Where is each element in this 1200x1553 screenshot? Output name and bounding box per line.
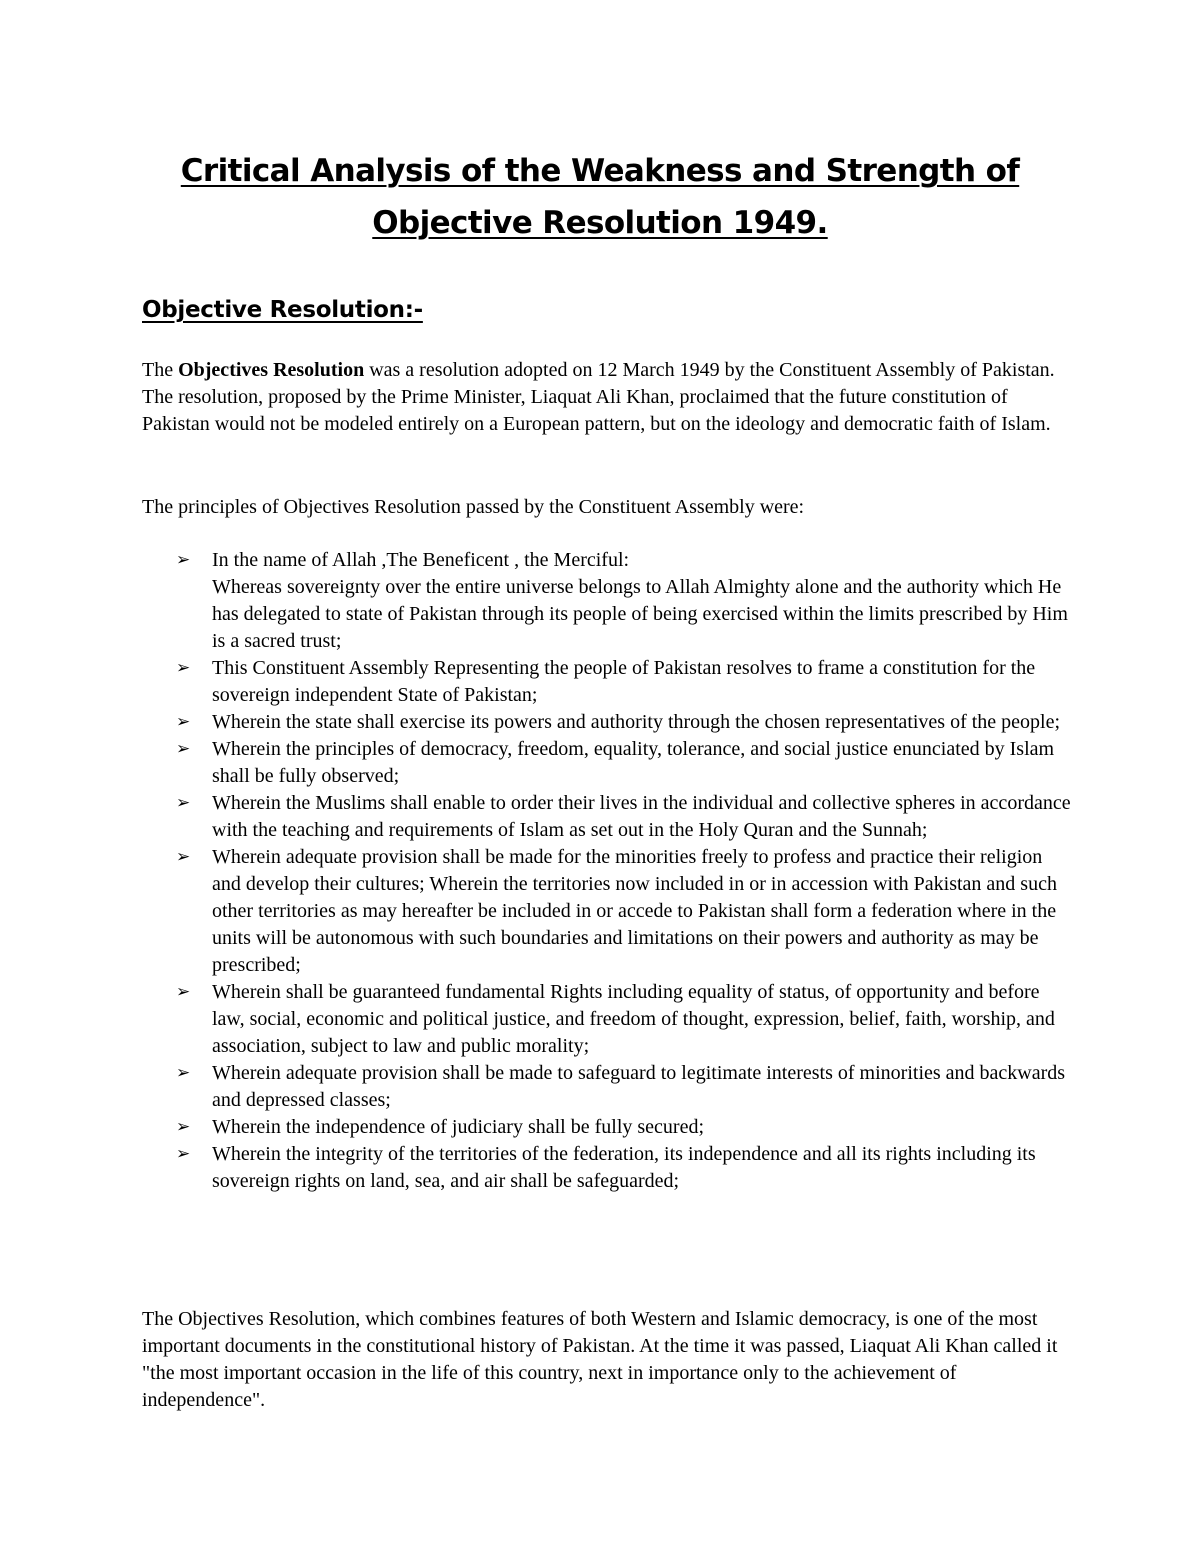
list-item-text: Wherein the integrity of the territories of the federation, its independence and all its rights including its sovereign rights on land, sea, and air shall be safeguarded; [212,1143,1036,1192]
arrowhead-bullet-icon: ➢ [176,739,191,759]
intro-pre: The [142,359,179,381]
document-title [100,145,1100,249]
arrowhead-bullet-icon: ➢ [176,793,191,813]
list-item [142,736,1072,790]
list-item [142,1114,1072,1141]
principles-intro: The principles of Objectives Resolution passed by the Constituent Assembly were: [142,496,805,518]
list-item-text: Wherein the state shall exercise its powers and authority through the chosen representatives of the people; [212,711,1061,733]
title-line-2: Objective Resolution 1949. [372,205,828,241]
list-item-text: Wherein the principles of democracy, freedom, equality, tolerance, and social justice enunciated by Islam shall be fully observed; [212,738,1055,787]
list-item-text: Whereas sovereignty over the entire universe belongs to Allah Almighty alone and the authority which He has delegated to state of Pakistan through its people of being exercised within the limits prescribed by Him is a sacred trust; [212,576,1068,652]
principles-list [142,547,1072,1195]
list-item [142,979,1072,1060]
list-item [142,547,1072,655]
arrowhead-bullet-icon: ➢ [176,847,191,867]
list-item-text: Wherein the Muslims shall enable to order their lives in the individual and collective spheres in accordance with the teaching and requirements of Islam as set out in the Holy Quran and the Sunnah; [212,792,1071,841]
arrowhead-bullet-icon: ➢ [176,1117,191,1137]
title-line-1: Critical Analysis of the Weakness and Strength of [180,153,1020,189]
intro-bold-term: Objectives Resolution [178,359,365,381]
list-item [142,844,1072,979]
intro-paragraph [142,357,1072,438]
arrowhead-bullet-icon: ➢ [176,1063,191,1083]
conclusion-paragraph: The Objectives Resolution, which combines features of both Western and Islamic democracy, is one of the most important documents in the constitutional history of Pakistan. At the time it was passed, Liaquat Ali Khan called it "the most important occasion in the life of this country, next in importance only to the achievement of independence". [142,1308,1058,1411]
arrowhead-bullet-icon: ➢ [176,550,191,570]
list-item [142,709,1072,736]
list-item-text: Wherein shall be guaranteed fundamental Rights including equality of status, of opportunity and before law, social, economic and political justice, and freedom of thought, expression, belief, faith, worship, and association, subject to law and public morality; [212,981,1055,1057]
list-item [142,655,1072,709]
arrowhead-bullet-icon: ➢ [176,1144,191,1164]
list-item-text: Wherein the independence of judiciary shall be fully secured; [212,1116,705,1138]
list-item-text: This Constituent Assembly Representing the people of Pakistan resolves to frame a constitution for the sovereign independent State of Pakistan; [212,657,1036,706]
arrowhead-bullet-icon: ➢ [176,658,191,678]
list-item-text: Wherein adequate provision shall be made to safeguard to legitimate interests of minorities and backwards and depressed classes; [212,1062,1066,1111]
list-item-text: Wherein adequate provision shall be made for the minorities freely to profess and practice their religion and develop their cultures; Wherein the territories now included in or in accession with Pakistan and such other territories as may hereafter be included in or accede to Pakistan shall form a federation where in the units will be autonomous with such boundaries and limitations on their powers and authority as may be prescribed; [212,846,1057,976]
intro-post: was a resolution adopted on 12 March 1949 by the Constituent Assembly of Pakistan. The resolution, proposed by the Prime Minister, Liaquat Ali Khan, proclaimed that the future constitution of Pakistan would not be modeled entirely on a European pattern, but on the ideology and democratic faith of Islam. [142,359,1055,435]
arrowhead-bullet-icon: ➢ [176,712,191,732]
section-heading: Objective Resolution:- [142,297,423,323]
list-item [142,790,1072,844]
arrowhead-bullet-icon: ➢ [176,982,191,1002]
list-item [142,1060,1072,1114]
list-item-first-line: In the name of Allah ,The Beneficent , the Merciful: [212,549,630,571]
list-item [142,1141,1072,1195]
